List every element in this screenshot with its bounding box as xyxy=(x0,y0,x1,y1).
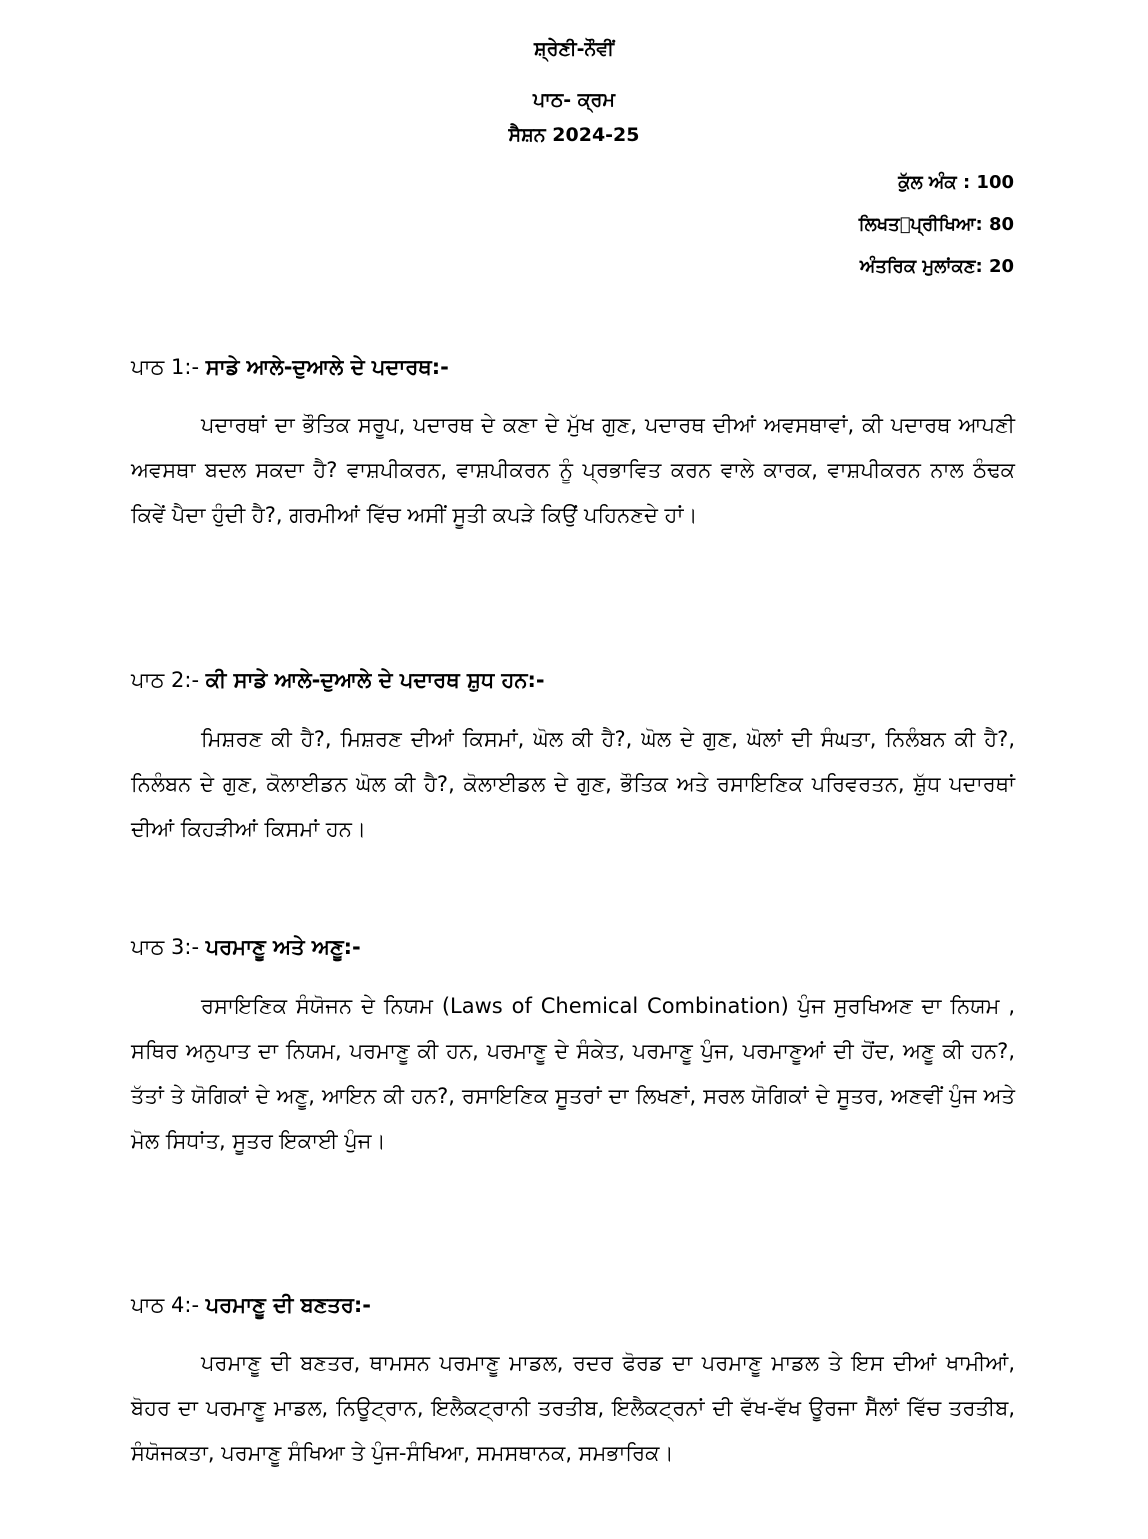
syllabus-title: ਪਾਠ- ਕ੍ਰਮ xyxy=(533,89,615,111)
lesson-1-body: ਪਦਾਰਥਾਂ ਦਾ ਭੌਤਿਕ ਸਰੂਪ, ਪਦਾਰਥ ਦੇ ਕਣਾ ਦੇ ਮੁੱਖ ਗੁਣ, ਪਦਾਰਥ ਦੀਆਂ ਅਵਸਥਾਵਾਂ, ਕੀ ਪਦਾਰਥ ਆਪਣੀ ਅਵਸਥਾ ਬਦਲ ਸਕਦਾ ਹੈ? ਵਾਸ਼ਪੀਕਰਨ, ਵਾਸ਼ਪੀਕਰਨ ਨੂੰ ਪ੍ਰਭਾਵਿਤ ਕਰਨ ਵਾਲੇ ਕਾਰਕ, ਵਾਸ਼ਪੀਕਰਨ ਨਾਲ ਠੰਢਕ ਕਿਵੇਂ ਪੈਦਾ ਹੁੰਦੀ ਹੈ?, ਗਰਮੀਆਂ ਵਿੱਚ ਅਸੀਂ ਸੂਤੀ ਕਪੜੇ ਕਿਉਂ ਪਹਿਨਣਦੇ ਹਾਂ। xyxy=(131,413,1015,527)
session-title: ਸੈਸ਼ਨ 2024-25 xyxy=(508,124,640,146)
lesson-3-body: ਰਸਾਇਣਿਕ ਸੰਯੋਜਨ ਦੇ ਨਿਯਮ (Laws of Chemical Combination) ਪੁੰਜ ਸੁਰਖਿਅਣ ਦਾ ਨਿਯਮ , ਸਥਿਰ ਅਨੁਪਾਤ ਦਾ ਨਿਯਮ, ਪਰਮਾਣੂ ਕੀ ਹਨ, ਪਰਮਾਣੂ ਦੇ ਸੰਕੇਤ, ਪਰਮਾਣੂ ਪੁੰਜ, ਪਰਮਾਣੂਆਂ ਦੀ ਹੋਂਦ, ਅਣੂ ਕੀ ਹਨ?, ਤੱਤਾਂ ਤੇ ਯੋਗਿਕਾਂ ਦੇ ਅਣੂ, ਆਇਨ ਕੀ ਹਨ?, ਰਸਾਇਣਿਕ ਸੂਤਰਾਂ ਦਾ ਲਿਖਣਾਂ, ਸਰਲ ਯੋਗਿਕਾਂ ਦੇ ਸੂਤਰ, ਅਣਵੀਂ ਪੁੰਜ ਅਤੇ ਮੋਲ ਸਿਧਾਂਤ, ਸੂਤਰ ਇਕਾਈ ਪੁੰਜ। xyxy=(131,994,1015,1153)
lesson-number: ਪਾਠ 4:- xyxy=(131,1293,206,1317)
lesson-1-heading xyxy=(131,355,449,380)
internal-assessment-marks: ਅੰਤਰਿਕ ਮੁਲਾਂਕਣ: 20 xyxy=(859,256,1014,277)
lesson-2-heading xyxy=(131,668,545,693)
lesson-2-body: ਮਿਸ਼ਰਣ ਕੀ ਹੈ?, ਮਿਸ਼ਰਣ ਦੀਆਂ ਕਿਸਮਾਂ, ਘੋਲ ਕੀ ਹੈ?, ਘੋਲ ਦੇ ਗੁਣ, ਘੋਲਾਂ ਦੀ ਸੰਘਤਾ, ਨਿਲੰਬਨ ਕੀ ਹੈ?, ਨਿਲੰਬਨ ਦੇ ਗੁਣ, ਕੋਲਾਈਡਨ ਘੋਲ ਕੀ ਹੈ?, ਕੋਲਾਈਡਲ ਦੇ ਗੁਣ, ਭੌਤਿਕ ਅਤੇ ਰਸਾਇਣਿਕ ਪਰਿਵਰਤਨ, ਸ਼ੁੱਧ ਪਦਾਰਥਾਂ ਦੀਆਂ ਕਿਹੜੀਆਂ ਕਿਸਮਾਂ ਹਨ। xyxy=(131,727,1015,841)
lesson-number: ਪਾਠ 3:- xyxy=(131,935,206,959)
lesson-number: ਪਾਠ 2:- xyxy=(131,668,206,692)
lesson-number: ਪਾਠ 1:- xyxy=(131,355,206,379)
total-marks: ਕੁੱਲ ਅੰਕ : 100 xyxy=(898,172,1014,193)
lesson-title: ਪਰਮਾਣੂ ਅਤੇ ਅਣੂ:- xyxy=(205,935,361,959)
class-title: ਸ਼੍ਰੇਣੀ-ਨੌਵੀਂ xyxy=(534,38,614,60)
lesson-title: ਪਰਮਾਣੂ ਦੀ ਬਣਤਰ:- xyxy=(205,1293,371,1317)
lesson-title: ਕੀ ਸਾਡੇ ਆਲੇ-ਦੁਆਲੇ ਦੇ ਪਦਾਰਥ ਸ਼ੁਧ ਹਨ:- xyxy=(205,668,545,692)
lesson-3-heading xyxy=(131,935,361,960)
lesson-title: ਸਾਡੇ ਆਲੇ-ਦੁਆਲੇ ਦੇ ਪਦਾਰਥ:- xyxy=(205,355,449,379)
written-exam-marks: ਲਿਖਤ ਪ੍ਰੀਖਿਆ: 80 xyxy=(858,214,1014,235)
lesson-4-heading xyxy=(131,1293,371,1318)
lesson-4-body: ਪਰਮਾਣੂ ਦੀ ਬਣਤਰ, ਥਾਮਸਨ ਪਰਮਾਣੂ ਮਾਡਲ, ਰਦਰ ਫੋਰਡ ਦਾ ਪਰਮਾਣੂ ਮਾਡਲ ਤੇ ਇਸ ਦੀਆਂ ਖਾਮੀਆਂ, ਬੋਹਰ ਦਾ ਪਰਮਾਣੂ ਮਾਡਲ, ਨਿਊਟ੍ਰਾਨ, ਇਲੈਕਟ੍ਰਾਨੀ ਤਰਤੀਬ, ਇਲੈਕਟ੍ਰਨਾਂ ਦੀ ਵੱਖ-ਵੱਖ ਊਰਜਾ ਸੈੱਲਾਂ ਵਿੱਚ ਤਰਤੀਬ, ਸੰਯੋਜਕਤਾ, ਪਰਮਾਣੂ ਸੰਖਿਆ ਤੇ ਪੁੰਜ-ਸੰਖਿਆ, ਸਮਸਥਾਨਕ, ਸਮਭਾਰਿਕ। xyxy=(131,1351,1015,1465)
